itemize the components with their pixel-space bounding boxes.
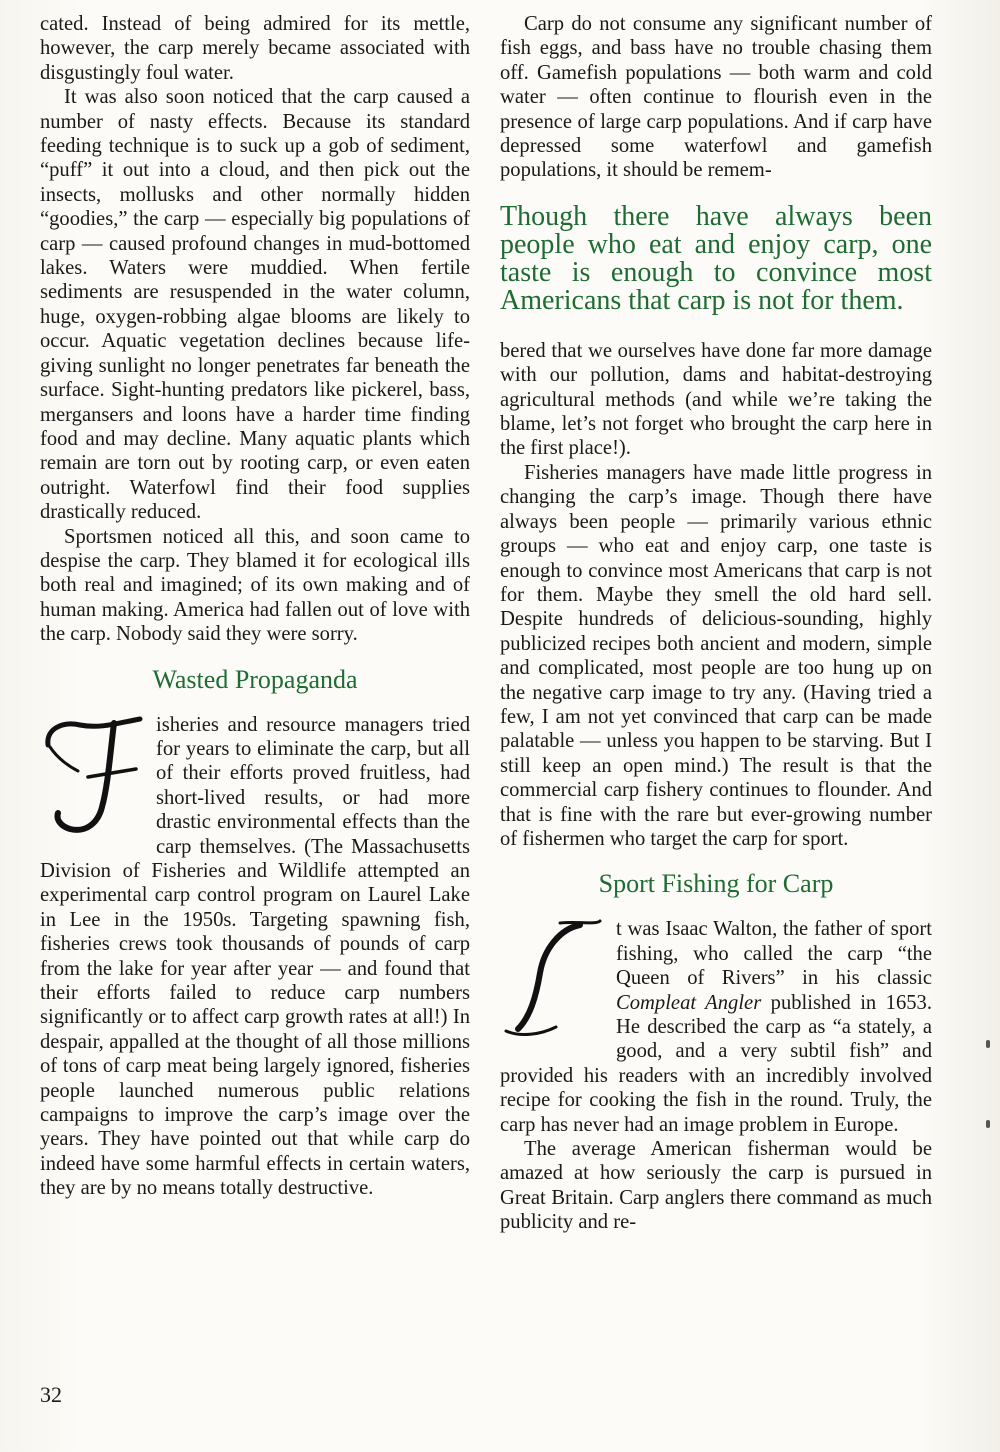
left-paragraph-4 bbox=[40, 713, 470, 1201]
right-paragraph-4-text-a: t was Isaac Walton, the father of sport fishing, who called the carp “the Queen of Rivers” in his classic bbox=[616, 918, 932, 990]
pull-quote: Though there have always been people who eat and enjoy carp, one taste is enough to convince most Americans that carp is not for them. bbox=[500, 200, 932, 316]
right-paragraph-3: Fisheries managers have made little progress in changing the carp’s image. Though there have always been people — primarily various ethnic groups — who eat and enjoy carp, one taste is enough to convince most Americans that carp is not for them. Maybe they smell the old hard sell. Despite hundreds of delicious-sounding, highly publicized recipes both ancient and modern, simple and complicated, most people are too hung up on the negative carp image to try any. (Having tried a few, I am not yet convinced that carp can be made palatable — unless you happen to be starving. But I still keep an open mind.) The result is that the commercial carp fishery continues to flounder. And that is fine with the rare but ever-growing number of fishermen who target the carp for sport. bbox=[500, 461, 932, 850]
scan-edge-mark bbox=[986, 1040, 990, 1048]
page-number: 32 bbox=[40, 1382, 62, 1407]
section-heading-sport-fishing: Sport Fishing for Carp bbox=[598, 869, 834, 899]
right-paragraph-4 bbox=[500, 917, 932, 1137]
left-paragraph-4-text: isheries and resource managers tried for years to eliminate the carp, but all of their efforts proved fruitless, had short-lived results, or had more drastic environmental effects than the carp themselves. (The Massachusetts Division of Fisheries and Wildlife attempted an experimental carp control program on Laurel Lake in Lee in the 1950s. Targeting spawning fish, fisheries crews took thousands of pounds of carp from the lake for year after year — and found that their efforts failed to reduce carp numbers significantly or to affect carp growth rates at all!) In despair, appalled at the thought of all those millions of tons of carp meat being largely ignored, fisheries people launched numerous public relations campaigns to improve the carp’s image over the years. They have pointed out that while carp do indeed have some harmful effects in certain waters, they are by no means totally destructive. bbox=[40, 713, 470, 1200]
right-paragraph-1: Carp do not consume any significant number of fish eggs, and bass have no trouble chasing them off. Gamefish populations — both warm and cold water — often continue to flourish even in the presence of large carp populations. And if carp have depressed some waterfowl and gamefish populations, it should be remem- bbox=[500, 13, 932, 182]
dropcap-f-icon bbox=[40, 715, 148, 837]
left-paragraph-2: It was also soon noticed that the carp caused a number of nasty effects. Because its standard feeding technique is to suck up a gob of sediment, “puff” it out into a cloud, and then pick out the insects, mollusks and other normally hidden “goodies,” the carp — especially big populations of carp — caused profound changes in mud-bottomed lakes. Waters were muddied. When fertile sediments are resuspended in the water column, huge, oxygen-robbing algae blooms are likely to occur. Aquatic vegetation declines because life-giving sunlight no longer penetrates far beneath the surface. Sight-hunting predators like pickerel, bass, mergansers and loons have a harder time finding food and may decline. Many aquatic plants which remain are torn out by rooting carp, or even eaten outright. Waterfowl find their food supplies drastically reduced. bbox=[40, 86, 470, 524]
scan-edge-mark bbox=[986, 1120, 990, 1128]
right-paragraph-5: The average American fisherman would be amazed at how seriously the carp is pursued in Great Britain. Carp anglers there command as much publicity and re- bbox=[500, 1138, 932, 1234]
dropcap-i-icon bbox=[500, 919, 608, 1041]
right-column bbox=[500, 12, 932, 1235]
right-paragraph-2: bered that we ourselves have done far more damage with our pollution, dams and habitat-destroying agricultural methods (and while we’re taking the blame, let’s not forget who brought the carp here in the first place!). bbox=[500, 339, 932, 460]
section-heading-wasted-propaganda: Wasted Propaganda bbox=[152, 664, 358, 694]
left-column bbox=[40, 12, 470, 1201]
book-title-compleat-angler: Compleat Angler bbox=[616, 991, 762, 1014]
left-paragraph-3: Sportsmen noticed all this, and soon came to despise the carp. They blamed it for ecological ills both real and imagined; of its own making and of human making. America had fallen out of love with the carp. Nobody said they were sorry. bbox=[40, 525, 470, 646]
left-paragraph-1: cated. Instead of being admired for its mettle, however, the carp merely became associated with disgustingly foul water. bbox=[40, 13, 470, 84]
right-paragraph-4-text-b: published in 1653. He described the carp as “a stately, a good, and a very subtil fish” and provided his readers with an incredibly involved recipe for cooking the fish in the round. Truly, the carp has never had an image problem in Europe. bbox=[500, 991, 932, 1136]
